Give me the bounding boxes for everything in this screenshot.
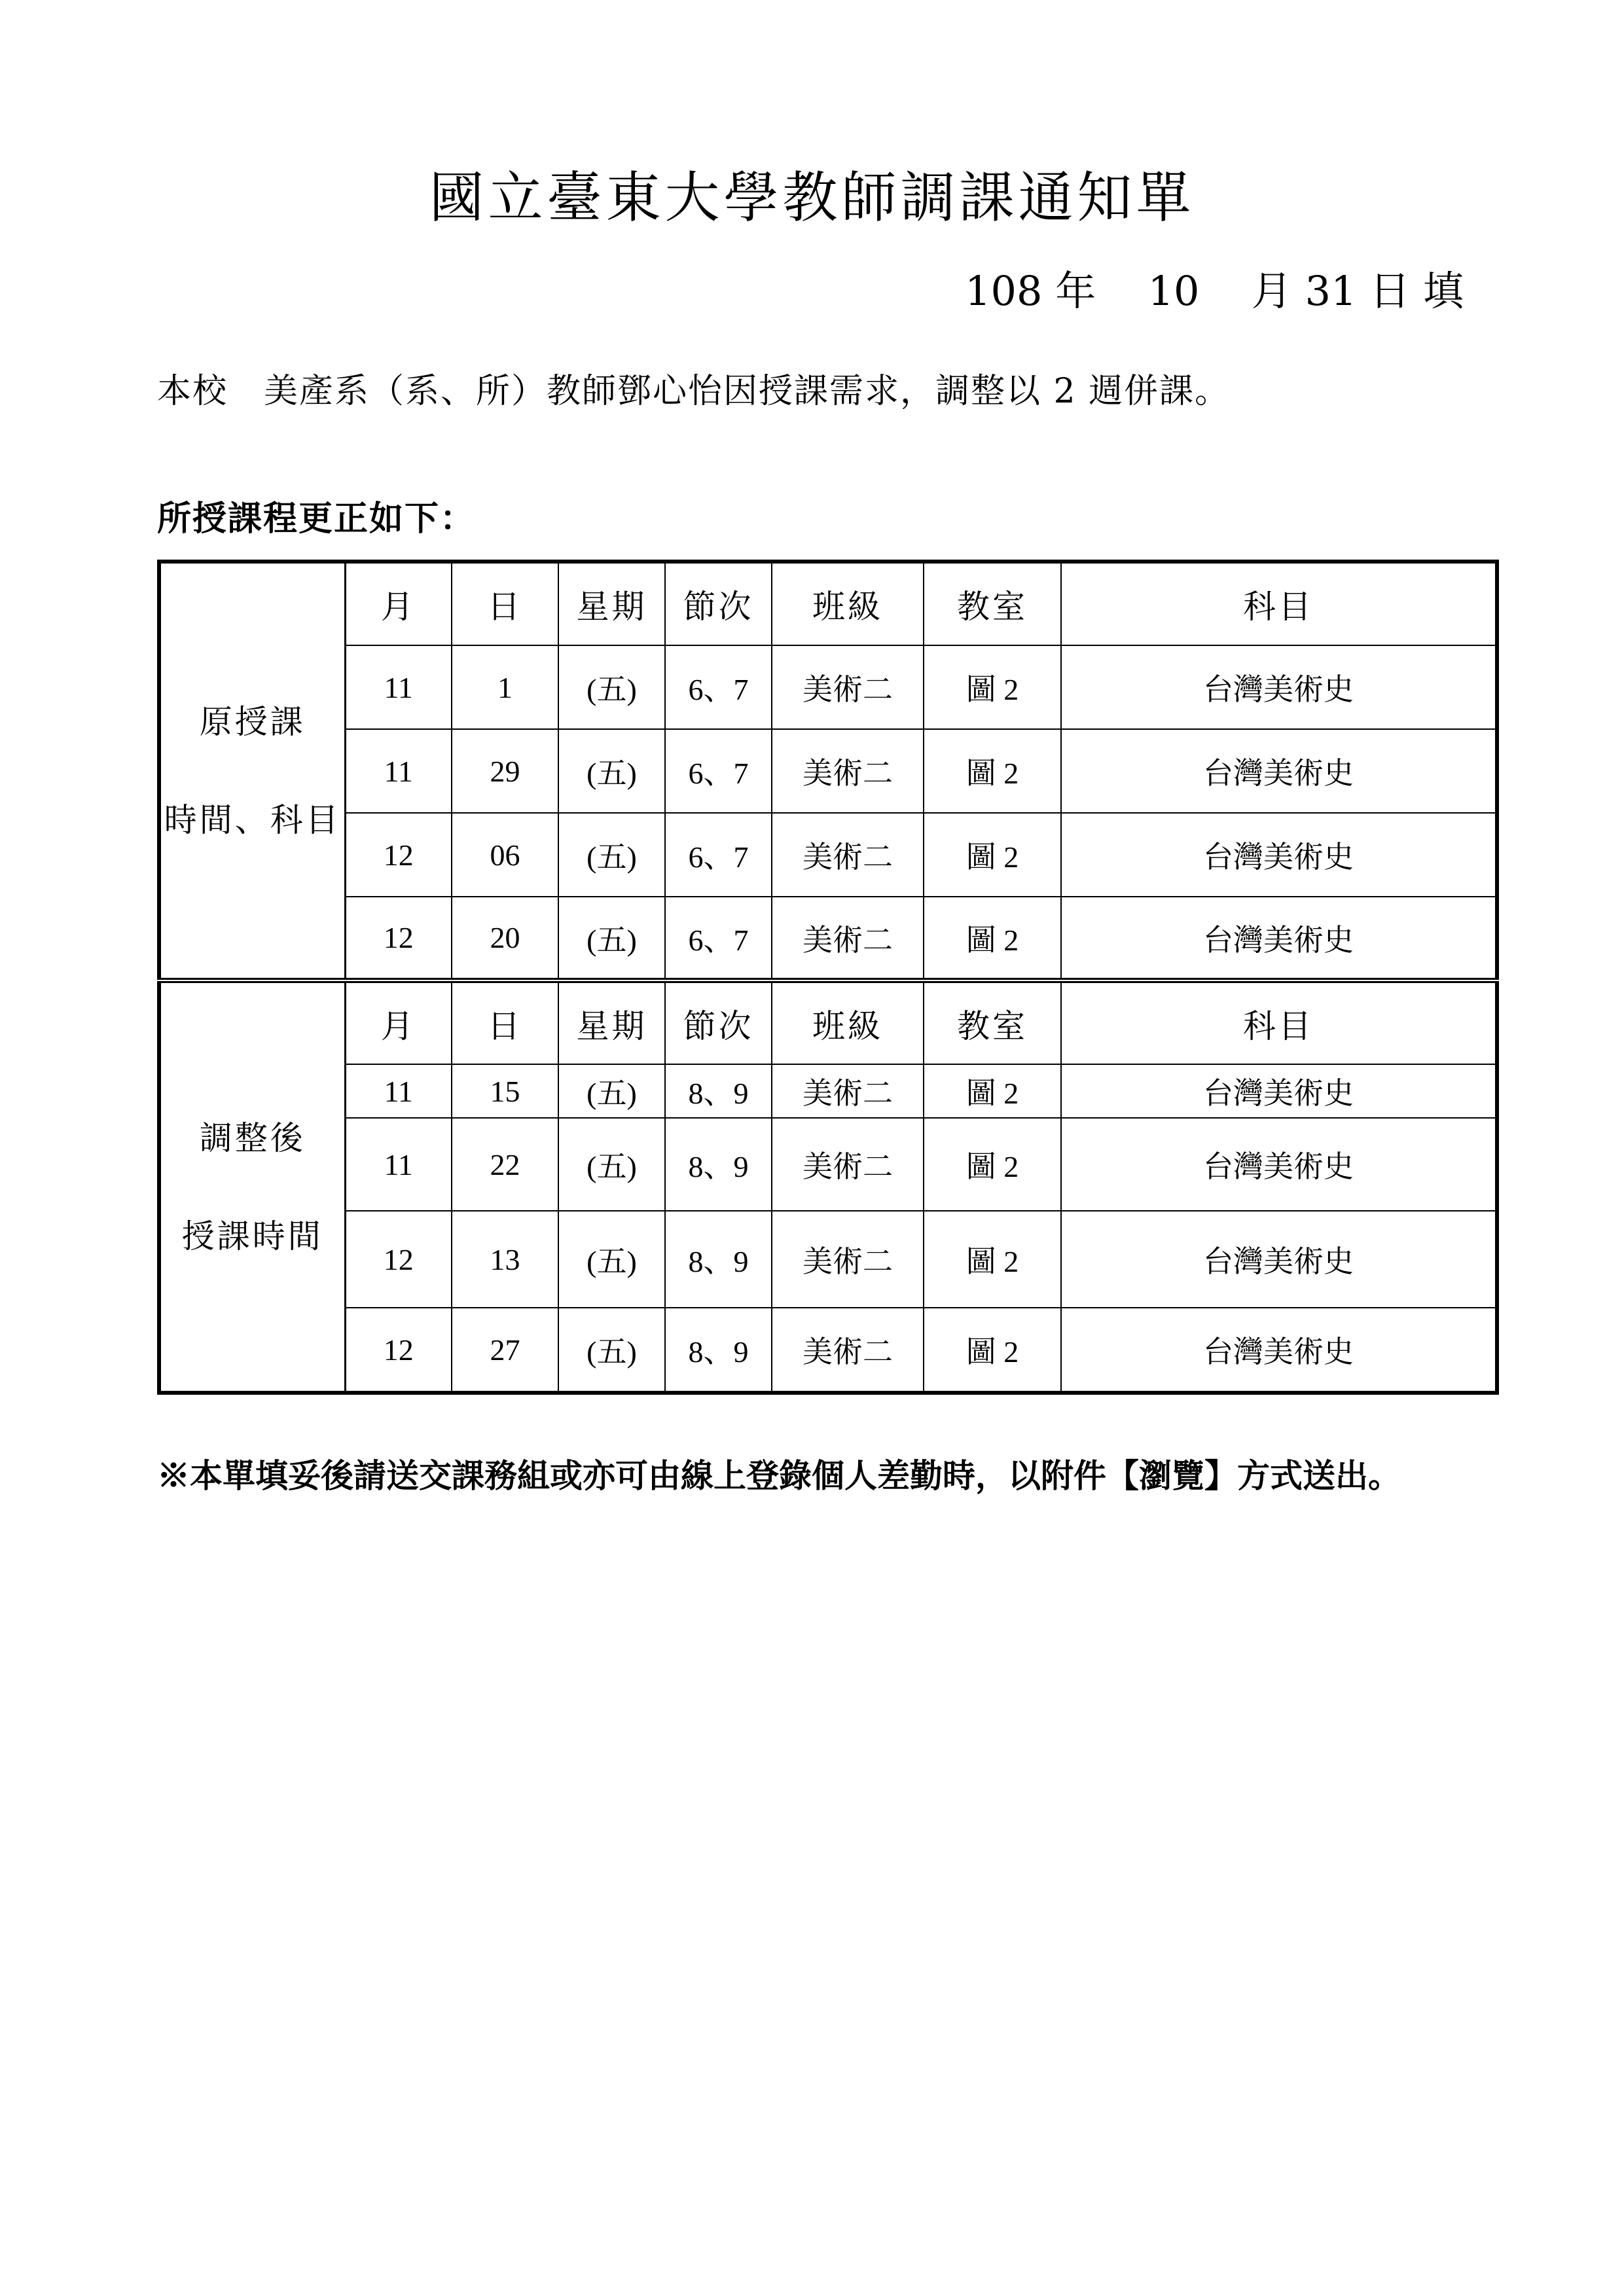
- cell-classroom: 圖 2: [924, 813, 1061, 897]
- cell-month: 12: [345, 1211, 452, 1308]
- cell-month: 11: [345, 1064, 452, 1118]
- fill-date: [965, 259, 1464, 317]
- cell-class: 美術二: [772, 1064, 924, 1118]
- header-class: 班級: [772, 980, 924, 1064]
- cell-classroom: 圖 2: [924, 897, 1061, 980]
- cell-weekday: (五): [558, 1211, 665, 1308]
- cell-day: 22: [452, 1118, 558, 1211]
- table-row: [159, 729, 1497, 813]
- header-row: [159, 980, 1497, 1064]
- table-row: [159, 1064, 1497, 1118]
- cell-classroom: 圖 2: [924, 1064, 1061, 1118]
- cell-day: 27: [452, 1308, 558, 1393]
- cell-subject: 台灣美術史: [1061, 897, 1497, 980]
- cell-classroom: 圖 2: [924, 729, 1061, 813]
- original-label-line1: 原授課: [199, 702, 306, 741]
- cell-class: 美術二: [772, 645, 924, 729]
- cell-subject: 台灣美術史: [1061, 1211, 1497, 1308]
- cell-month: 12: [345, 813, 452, 897]
- intro-prefix: 本校: [157, 372, 228, 411]
- cell-subject: 台灣美術史: [1061, 729, 1497, 813]
- cell-weekday: (五): [558, 1064, 665, 1118]
- cell-class: 美術二: [772, 729, 924, 813]
- header-period: 節次: [665, 980, 772, 1064]
- submission-note: ※本單填妥後請送交課務組或亦可由線上登錄個人差勤時，以附件【瀏覽】方式送出。: [157, 1456, 1401, 1495]
- date-day: 31: [1305, 267, 1357, 315]
- cell-day: 1: [452, 645, 558, 729]
- adjusted-schedule-block: [159, 980, 1497, 1393]
- cell-period: 8、9: [665, 1118, 772, 1211]
- header-row: [159, 562, 1497, 645]
- cell-period: 6、7: [665, 645, 772, 729]
- cell-weekday: (五): [558, 729, 665, 813]
- cell-class: 美術二: [772, 1118, 924, 1211]
- original-schedule-block: [159, 562, 1497, 980]
- cell-period: 6、7: [665, 729, 772, 813]
- date-year-label: 年: [1055, 267, 1096, 315]
- intro-paragraph: [157, 363, 1230, 412]
- header-month: 月: [345, 562, 452, 645]
- adjusted-label-line2: 授課時間: [181, 1217, 323, 1255]
- cell-day: 06: [452, 813, 558, 897]
- table-row: [159, 813, 1497, 897]
- cell-day: 20: [452, 897, 558, 980]
- cell-weekday: (五): [558, 897, 665, 980]
- header-subject: 科目: [1061, 980, 1497, 1064]
- cell-subject: 台灣美術史: [1061, 1118, 1497, 1211]
- cell-subject: 台灣美術史: [1061, 1064, 1497, 1118]
- header-period: 節次: [665, 562, 772, 645]
- subheading: 所授課程更正如下：: [157, 499, 476, 539]
- date-year: 108: [965, 267, 1043, 315]
- header-subject: 科目: [1061, 562, 1497, 645]
- cell-classroom: 圖 2: [924, 1211, 1061, 1308]
- cell-day: 13: [452, 1211, 558, 1308]
- table-row: [159, 645, 1497, 729]
- cell-period: 8、9: [665, 1211, 772, 1308]
- cell-classroom: 圖 2: [924, 1308, 1061, 1393]
- table-row: [159, 1211, 1497, 1308]
- cell-month: 12: [345, 897, 452, 980]
- cell-period: 8、9: [665, 1064, 772, 1118]
- header-class: 班級: [772, 562, 924, 645]
- adjusted-label-line1: 調整後: [199, 1119, 306, 1157]
- cell-day: 15: [452, 1064, 558, 1118]
- cell-class: 美術二: [772, 897, 924, 980]
- cell-subject: 台灣美術史: [1061, 1308, 1497, 1393]
- cell-subject: 台灣美術史: [1061, 645, 1497, 729]
- header-month: 月: [345, 980, 452, 1064]
- cell-weekday: (五): [558, 1118, 665, 1211]
- cell-subject: 台灣美術史: [1061, 813, 1497, 897]
- cell-month: 11: [345, 1118, 452, 1211]
- cell-weekday: (五): [558, 1308, 665, 1393]
- cell-classroom: 圖 2: [924, 1118, 1061, 1211]
- cell-weekday: (五): [558, 813, 665, 897]
- cell-period: 8、9: [665, 1308, 772, 1393]
- schedule-table: [157, 560, 1499, 1395]
- date-month-label: 月: [1251, 267, 1292, 315]
- cell-weekday: (五): [558, 645, 665, 729]
- intro-text: 美產系（系、所）教師鄧心怡因授課需求，調整以 2 週併課。: [264, 372, 1231, 411]
- header-day: 日: [452, 980, 558, 1064]
- table-row: [159, 897, 1497, 980]
- header-weekday: 星期: [558, 980, 665, 1064]
- cell-classroom: 圖 2: [924, 645, 1061, 729]
- original-group-label: [159, 562, 345, 980]
- cell-period: 6、7: [665, 813, 772, 897]
- cell-class: 美術二: [772, 1308, 924, 1393]
- cell-class: 美術二: [772, 813, 924, 897]
- date-day-label: 日 填: [1369, 267, 1464, 315]
- cell-period: 6、7: [665, 897, 772, 980]
- document-title: 國立臺東大學教師調課通知單: [429, 166, 1195, 230]
- cell-month: 12: [345, 1308, 452, 1393]
- header-classroom: 教室: [924, 980, 1061, 1064]
- header-classroom: 教室: [924, 562, 1061, 645]
- cell-month: 11: [345, 645, 452, 729]
- table-row: [159, 1308, 1497, 1393]
- header-weekday: 星期: [558, 562, 665, 645]
- adjusted-group-label: [159, 980, 345, 1393]
- original-label-line2: 時間、科目: [164, 800, 341, 839]
- schedule-table-container: [157, 560, 1495, 1395]
- header-day: 日: [452, 562, 558, 645]
- date-month: 10: [1147, 267, 1200, 315]
- cell-class: 美術二: [772, 1211, 924, 1308]
- table-row: [159, 1118, 1497, 1211]
- cell-day: 29: [452, 729, 558, 813]
- cell-month: 11: [345, 729, 452, 813]
